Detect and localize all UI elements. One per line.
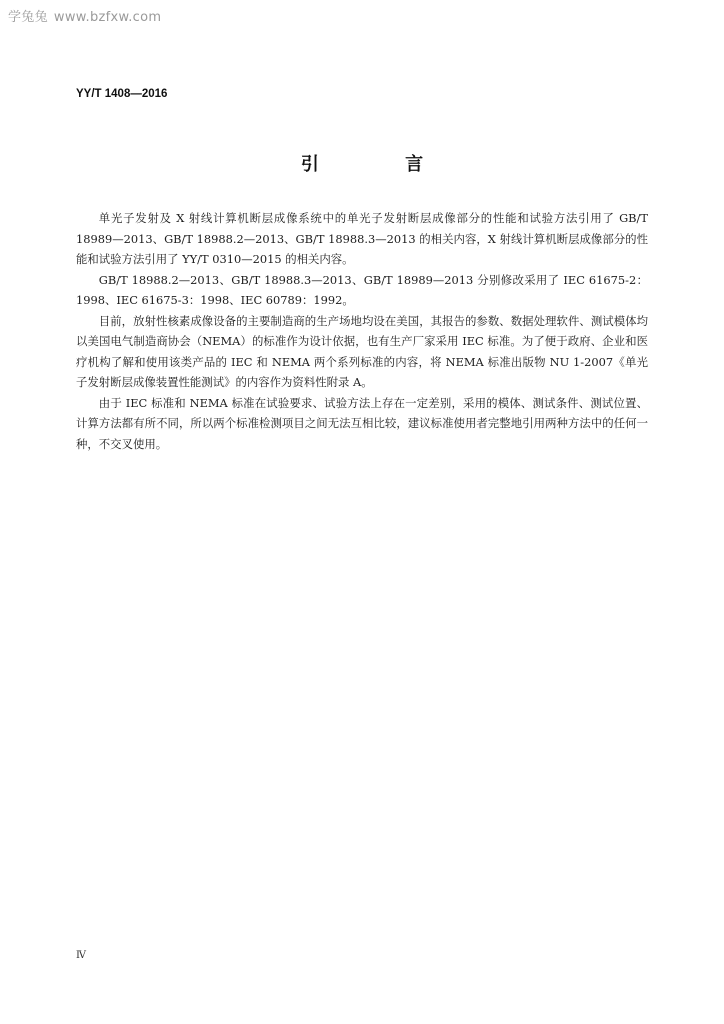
standard-code-header: YY/T 1408—2016 <box>76 88 168 100</box>
page-number: Ⅳ <box>76 950 86 961</box>
watermark-brand: 学兔兔 <box>8 10 48 25</box>
page-title: 引 言 <box>300 154 464 175</box>
paragraph-3: 目前，放射性核素成像设备的主要制造商的生产场地均设在美国，其报告的参数、数据处理软件、测试模体均以美国电气制造商协会（NEMA）的标准作为设计依据，也有生产厂家采用 IEC 标准。为了便于政府、企业和医疗机构了解和使用该类产品的 IEC 和 NEMA 两个系列标准的内容，将 NEMA 标准出版物 NU 1-2007《单光子发射断层成像装置性能测试》的内容作为资料性附录 A。 <box>76 313 648 389</box>
paragraph-4: 由于 IEC 标准和 NEMA 标准在试验要求、试验方法上存在一定差别，采用的模体、测试条件、测试位置、计算方法都有所不同，所以两个标准检测项目之间无法互相比较，建议标准使用者完整地引用两种方法中的任何一种，不交叉使用。 <box>76 395 648 451</box>
watermark-site: www.bzfxw.com <box>53 10 162 25</box>
paragraph-2: GB/T 18988.2—2013、GB/T 18988.3—2013、GB/T 18989—2013 分别修改采用了 IEC 61675-2：1998、IEC 61675-3：1998、IEC 60789：1992。 <box>76 272 648 307</box>
paragraph-1: 单光子发射及 X 射线计算机断层成像系统中的单光子发射断层成像部分的性能和试验方法引用了 GB/T 18989—2013、GB/T 18988.2—2013、GB/T 18988.3—2013 的相关内容，X 射线计算机断层成像部分的性能和试验方法引用了 YY/T 0310—2015 的相关内容。 <box>76 211 648 266</box>
watermark <box>8 6 161 25</box>
body-text <box>76 208 648 454</box>
